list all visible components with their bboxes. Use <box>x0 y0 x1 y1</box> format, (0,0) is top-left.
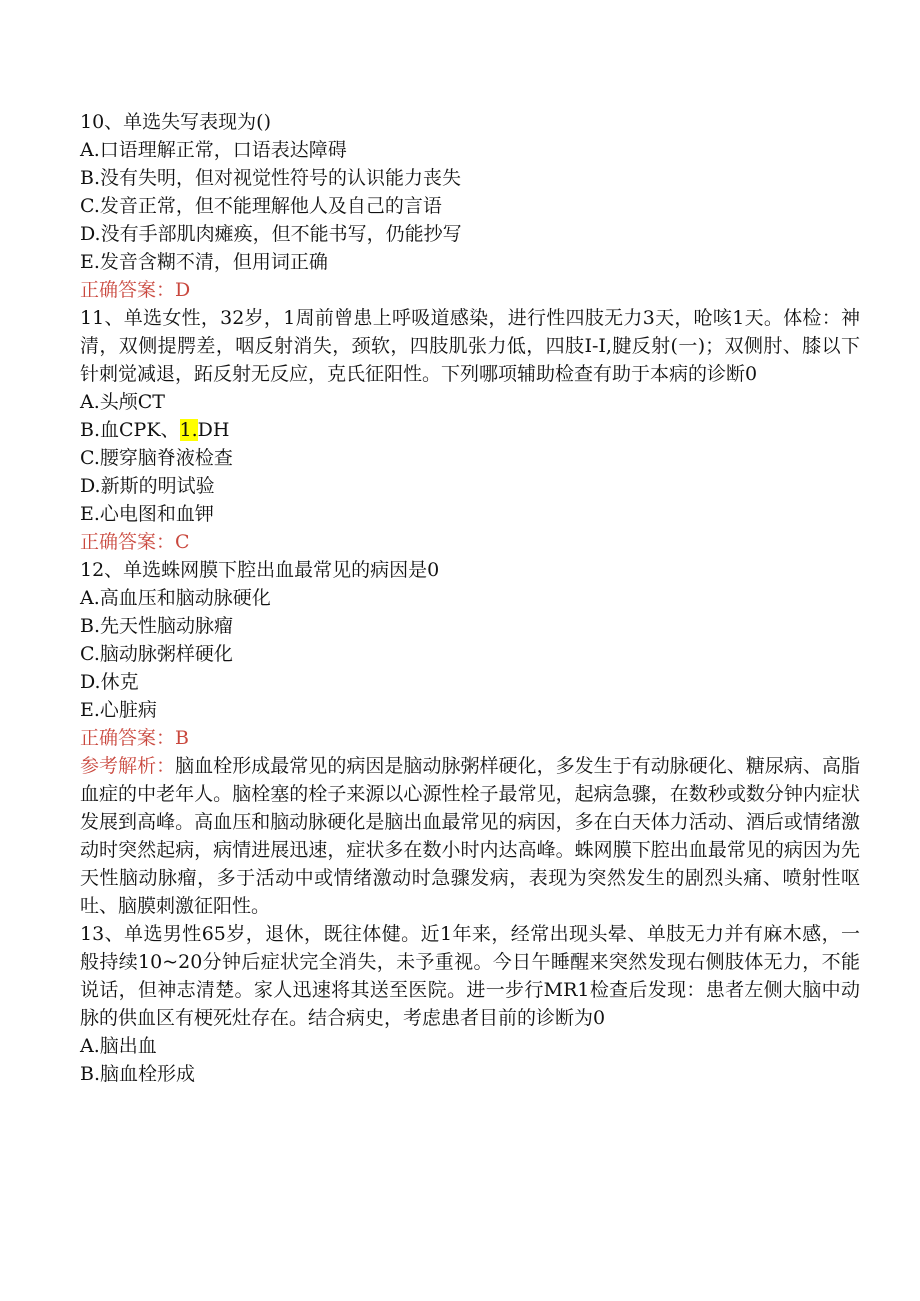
question-10-option-c: C.发音正常，但不能理解他人及自己的言语 <box>80 195 442 217</box>
question-10-stem: 10、单选失写表现为() <box>80 111 272 133</box>
question-13-option-b: B.脑血栓形成 <box>80 1063 196 1085</box>
question-12-option-d: D.休克 <box>80 671 139 693</box>
question-10-option-e: E.发音含糊不清，但用词正确 <box>80 251 328 273</box>
question-11-option-b <box>80 416 860 444</box>
question-10-option-b: B.没有失明，但对视觉性符号的认识能力丧失 <box>80 167 462 189</box>
question-12-option-b: B.先天性脑动脉瘤 <box>80 615 234 637</box>
explanation-text: 脑血栓形成最常见的病因是脑动脉粥样硬化，多发生于有动脉硬化、糖尿病、高脂血症的中老年人。脑栓塞的栓子来源以心源性栓子最常见，起病急骤，在数秒或数分钟内症状发展到高峰。高血压和脑动脉硬化是脑出血最常见的病因，多在白天体力活动、酒后或情绪激动时突然起病，病情进展迅速，症状多在数小时内达高峰。蛛网膜下腔出血最常见的病因为先天性脑动脉瘤，多于活动中或情绪激动时急骤发病，表现为突然发生的剧烈头痛、喷射性呕吐、脑膜刺激征阳性。 <box>80 755 860 917</box>
question-13-stem: 13、单选男性65岁，退休，既往体健。近1年来，经常出现头晕、单肢无力并有麻木感，一般持续10~20分钟后症状完全消失，未予重视。今日午睡醒来突然发现右侧肢体无力，不能说话，但神志清楚。家人迅速将其送至医院。进一步行MR1检查后发现：患者左侧大脑中动脉的供血区有梗死灶存在。结合病史，考虑患者目前的诊断为0 <box>80 923 860 1029</box>
question-10-option-a: A.口语理解正常，口语表达障碍 <box>80 139 347 161</box>
question-11-option-a: A.头颅CT <box>80 391 165 413</box>
question-12-option-a: A.高血压和脑动脉硬化 <box>80 587 271 609</box>
question-10-option-d: D.没有手部肌肉瘫痪，但不能书写，仍能抄写 <box>80 223 462 245</box>
question-11-stem: 11、单选女性，32岁，1周前曾患上呼吸道感染，进行性四肢无力3天，呛咳1天。体检：神清，双侧提腭差，咽反射消失，颈软，四肢肌张力低，四肢I-I,腱反射(一)；双侧肘、膝以下针刺觉减退，跖反射无反应，克氏征阳性。下列哪项辅助检查有助于本病的诊断0 <box>80 307 860 385</box>
question-12-explanation <box>80 752 860 920</box>
question-11-option-c: C.腰穿脑脊液检查 <box>80 447 233 469</box>
question-12-option-c: C.脑动脉粥样硬化 <box>80 643 233 665</box>
question-11-option-e: E.心电图和血钾 <box>80 503 214 525</box>
question-11-option-b-tail: DH <box>197 419 230 441</box>
question-12-stem: 12、单选蛛网膜下腔出血最常见的病因是0 <box>80 559 440 581</box>
explanation-label: 参考解析： <box>80 755 176 777</box>
question-11-option-d: D.新斯的明试验 <box>80 475 215 497</box>
question-12-answer: 正确答案：B <box>80 727 189 749</box>
highlighted-text: 1. <box>179 419 198 441</box>
question-12-option-e: E.心脏病 <box>80 699 157 721</box>
question-11-option-b-text: B.血CPK、 <box>80 419 180 441</box>
question-11-answer: 正确答案：C <box>80 531 190 553</box>
question-10-answer: 正确答案：D <box>80 279 191 301</box>
document-page <box>80 108 860 1088</box>
question-13-option-a: A.脑出血 <box>80 1035 157 1057</box>
